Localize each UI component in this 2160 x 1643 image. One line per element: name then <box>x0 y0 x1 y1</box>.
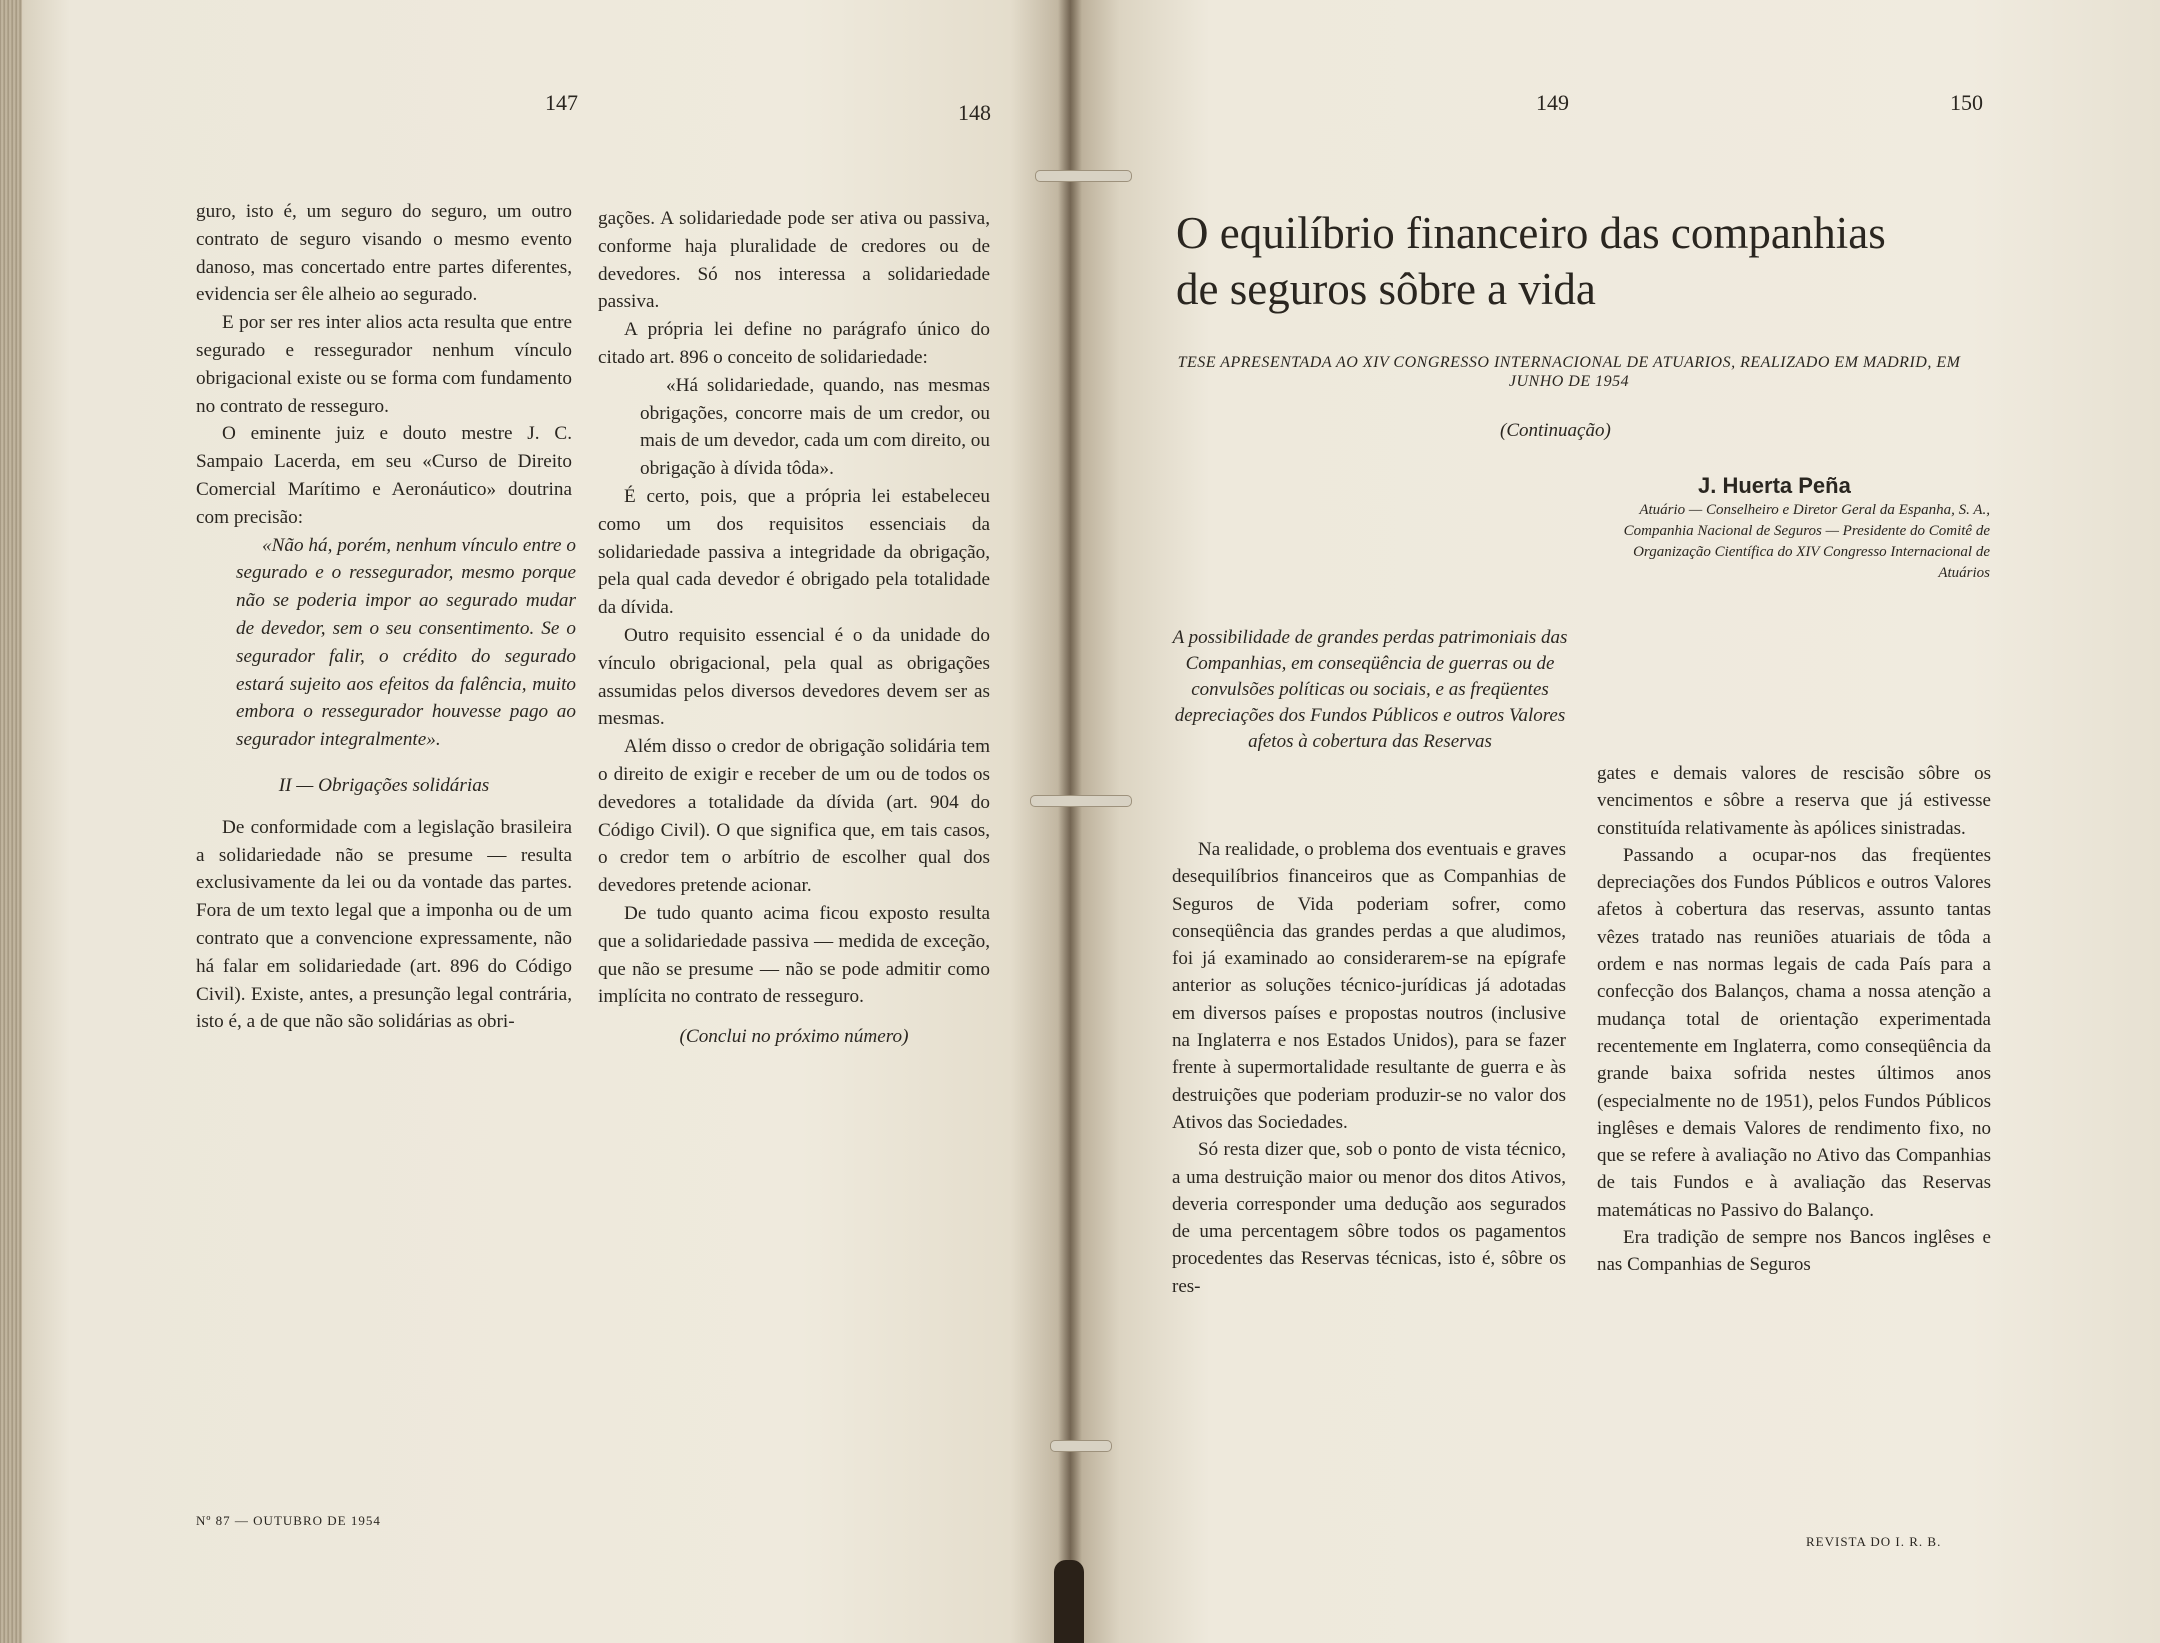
author-affiliation: Atuário — Conselheiro e Diretor Geral da Espanha, S. A., Companhia Nacional de Seguros — Presidente do Comitê de Organização Científica do XIV Congresso Internacional de Atuários <box>1623 502 1990 581</box>
page-148-column <box>598 205 990 1051</box>
block-quote: «Não há, porém, nenhum vínculo entre o segurado e o ressegurador, mesmo porque não se poderia impor ao segurado mudar de devedor, sem o seu consentimento. Se o segurador falir, o crédito do segurado estará sujeito aos efeitos da falência, muito embora o ressegurador houvesse pago ao segurador integralmente». <box>236 534 576 751</box>
paragraph: gações. A solidariedade pode ser ativa ou passiva, conforme haja pluralidade de credores ou de devedores. Só nos interessa a solidariedade passiva. <box>598 208 990 313</box>
binding-thread <box>1030 795 1132 807</box>
page-footer-right: REVISTA DO I. R. B. <box>1806 1534 1942 1549</box>
author-name: J. Huerta Peña <box>1698 473 1851 498</box>
book-page-edges <box>0 0 22 1643</box>
page-147-column <box>196 198 576 1036</box>
section-heading: II — Obrigações solidárias <box>278 774 490 796</box>
paragraph: Além disso o credor de obrigação solidária tem o direito de exigir e receber de um ou de todos os devedores a totalidade da dívida (art. 904 do Código Civil). O que significa que, em tais casos, o credor tem o arbítrio de escolher qual dos devedores pretende acionar. <box>598 736 990 897</box>
page-149-column <box>1172 836 1566 1300</box>
page-number-147: 147 <box>545 90 578 115</box>
paragraph: O eminente juiz e douto mestre J. C. Sampaio Lacerda, em seu «Curso de Direito Comercial Marítimo e Aeronáutico» doutrina com precisão: <box>196 423 572 528</box>
page-footer-left: Nº 87 — OUTUBRO DE 1954 <box>196 1513 381 1528</box>
paragraph: E por ser res inter alios acta resulta que entre segurado e ressegurador nenhum vínculo obrigacional existe ou se forma com fundamento no contrato de resseguro. <box>196 312 572 417</box>
page-number-150: 150 <box>1950 90 1983 115</box>
page-number-148: 148 <box>958 100 991 125</box>
paragraph: Só resta dizer que, sob o ponto de vista técnico, a uma destruição maior ou menor dos ditos Ativos, deveria corresponder uma dedução aos segurados de uma percentagem sôbre todos os pagamentos procedentes das Reservas técnicas, isto é, sôbre os res- <box>1172 1139 1566 1297</box>
paragraph: Passando a ocupar-nos das freqüentes depreciações dos Fundos Públicos e outros Valores afetos à cobertura das reservas, assunto tantas vêzes tratado nas reuniões atuariais de tôda a ordem e nas normas legais de cada País para a confecção dos Balanços, chama a nossa atenção a mudança total de orientação experimentada recentemente em Inglaterra, como conseqüência da grande baixa sofrida nestes últimos anos (especialmente no de 1951), pelos Fundos Públicos inglêses e demais Valores de rendimento fixo, no que se refere à avaliação no Ativo das Companhias de tais Fundos e à avaliação das Reservas matemáticas no Passivo do Balanço. <box>1597 844 1991 1221</box>
paragraph: De conformidade com a legislação brasileira a solidariedade não se presume — resulta exclusivamente da lei ou da vontade das partes. Fora de um texto legal que a imponha ou de um contrato que a convencione expressamente, não há falar em solidariedade (art. 896 do Código Civil). Existe, antes, a presunção legal contrária, isto é, a de que não são solidárias as obri- <box>196 816 572 1033</box>
paragraph: De tudo quanto acima ficou exposto resulta que a solidariedade passiva — medida de exceção, que não se presume — não se pode admitir como implícita no contrato de resseguro. <box>598 902 990 1008</box>
block-quote: «Há solidariedade, quando, nas mesmas obrigações, concorre mais de um credor, ou mais de um devedor, cada um com direito, ou obrigação à dívida tôda». <box>640 374 990 480</box>
paragraph: É certo, pois, que a própria lei estabeleceu como um dos requisitos essenciais da solidariedade passiva a integridade da obrigação, pela qual cada devedor é obrigado pela totalidade da dívida. <box>598 485 990 619</box>
binding-thread <box>1050 1440 1112 1452</box>
continuation-note: (Conclui no próximo número) <box>679 1026 909 1048</box>
paragraph: Era tradição de sempre nos Bancos inglêses e nas Companhias de Seguros <box>1597 1227 1991 1276</box>
paragraph: Outro requisito essencial é o da unidade do vínculo obrigacional, pela qual as obrigações assumidas pelos diversos devedores devem ser as mesmas. <box>598 624 990 730</box>
book-gutter <box>1058 0 1082 1643</box>
article-title: O equilíbrio financeiro das companhias de seguros sôbre a vida <box>1176 208 1886 314</box>
paragraph: guro, isto é, um seguro do seguro, um outro contrato de seguro visando o mesmo evento danoso, mas concertado entre partes diferentes, evidencia ser êle alheio ao segurado. <box>196 201 572 306</box>
binding-thread <box>1035 170 1132 182</box>
article-subtitle: TESE APRESENTADA AO XIV CONGRESSO INTERNACIONAL DE ATUARIOS, REALIZADO EM MADRID, EM JUNHO DE 1954 <box>1177 354 1961 390</box>
page-number-149: 149 <box>1536 90 1569 115</box>
paragraph: gates e demais valores de rescisão sôbre os vencimentos e sôbre a reserva que já estivesse constituída relativamente às apólices sinistradas. <box>1597 763 1991 839</box>
page-150-column <box>1597 760 1991 1279</box>
continuation-label: (Continuação) <box>1500 420 1611 441</box>
epigraph: A possibilidade de grandes perdas patrimoniais das Companhias, em conseqüência de guerras ou de convulsões políticas ou sociais, e as freqüentes depreciações dos Fundos Públicos e outros Valores afetos à cobertura das Reservas <box>1172 627 1568 752</box>
paragraph: A própria lei define no parágrafo único do citado art. 896 o conceito de solidariedade: <box>598 319 990 368</box>
paragraph: Na realidade, o problema dos eventuais e graves desequilíbrios financeiros que as Companhias de Seguros de Vida poderiam sofrer, como conseqüência das grandes perdas a que aludimos, foi já examinado ao considerarem-se na epígrafe anterior as soluções técnico-jurídicas já adotadas em diversos países e propostas noutros (inclusive na Inglaterra e nos Estados Unidos), para se fazer frente à supermortalidade resultante de guerra e às destruições que poderiam produzir-se no valor dos Ativos das Sociedades. <box>1172 839 1566 1133</box>
book-spine <box>1054 1560 1084 1643</box>
